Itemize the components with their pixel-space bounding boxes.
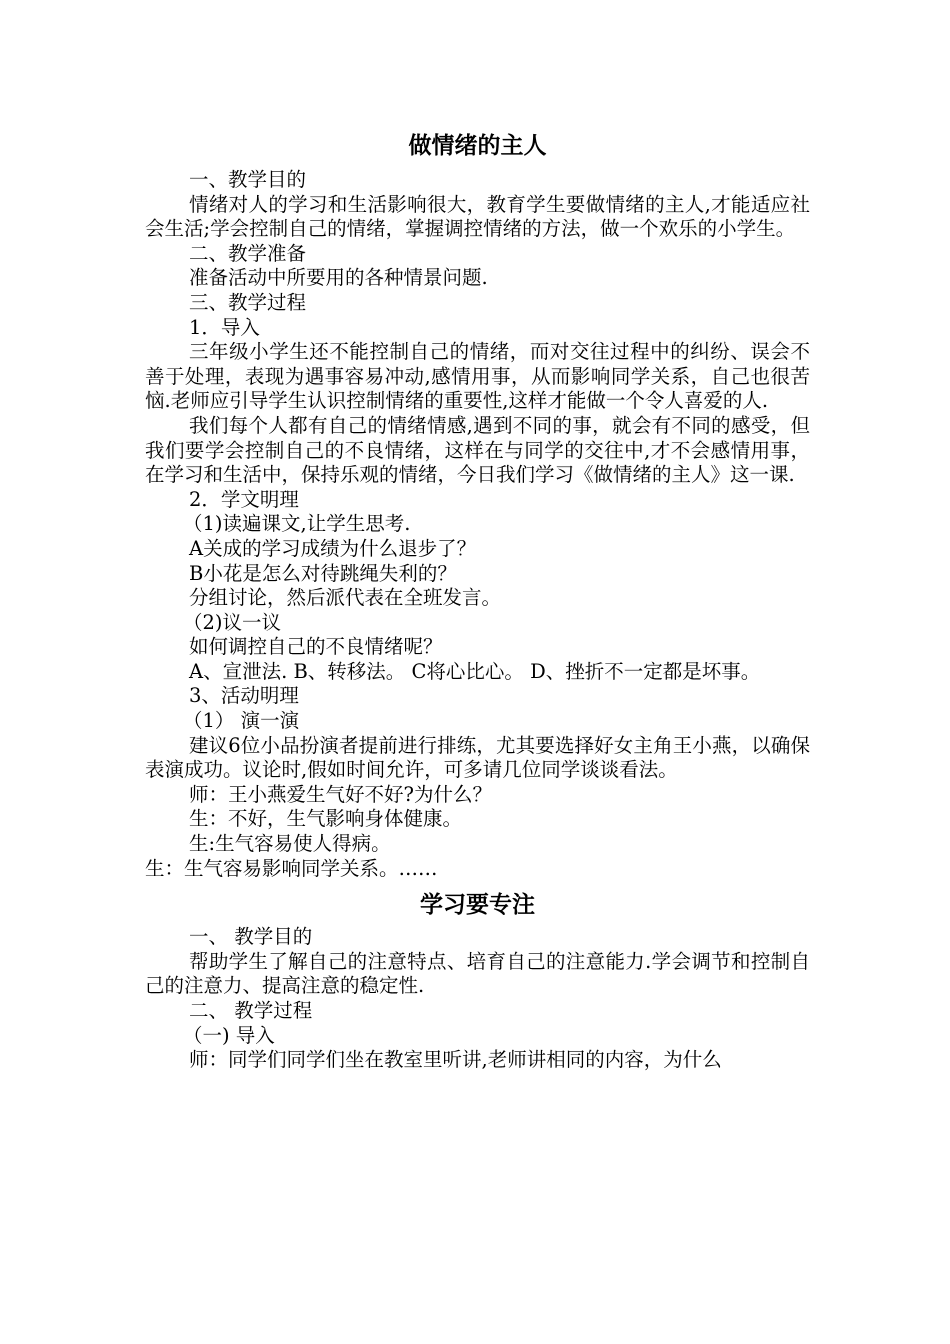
s1-study-item-2: （2)议一议 bbox=[183, 610, 282, 634]
section1-title: 做情绪的主人 bbox=[408, 133, 547, 159]
s2-heading-purpose: 一、 教学目的 bbox=[189, 925, 313, 949]
s2-intro-text: 师：同学们同学们坐在教室里听讲,老师讲相同的内容，为什么 bbox=[189, 1048, 722, 1072]
s1-intro-text-2: 我们每个人都有自己的情绪情感,遇到不同的事，就会有不同的感受，但我们要学会控制自己的不良情绪，这样在与同学的交往中,才不会感情用事，在学习和生活中，保持乐观的情绪，今日我们学习《做情绪的主人》这一课. bbox=[145, 413, 810, 487]
s1-study-item-1: （1)读遍课文,让学生思考. bbox=[183, 512, 411, 536]
s1-question-a: A关成的学习成绩为什么退步了？ bbox=[189, 536, 477, 560]
section2-title: 学习要专注 bbox=[420, 892, 535, 919]
s1-purpose-text: 情绪对人的学习和生活影响很大，教育学生要做情绪的主人,才能适应社会生活;学会控制自己的情绪，掌握调控情绪的方法，做一个欢乐的小学生。 bbox=[145, 192, 810, 241]
s1-discussion-text: 分组讨论，然后派代表在全班发言。 bbox=[189, 586, 502, 610]
s1-question-b: B小花是怎么对待跳绳失利的？ bbox=[189, 561, 457, 585]
document-page bbox=[145, 130, 810, 1073]
s1-subheading-study: 2．学文明理 bbox=[189, 487, 299, 511]
s1-methods-list: A、宣泄法. B、转移法。 C将心比心。 D、挫折不一定都是坏事。 bbox=[189, 659, 761, 683]
s1-intro-text-1: 三年级小学生还不能控制自己的情绪，而对交往过程中的纠纷、误会不善于处理，表现为遇事容易冲动,感情用事，从而影响同学关系，自己也很苦恼.老师应引导学生认识控制情绪的重要性,这样才能做一个令人喜爱的人. bbox=[145, 340, 810, 413]
s1-subheading-activity: 3、活动明理 bbox=[189, 684, 299, 708]
s1-activity-text: 建议6位小品扮演者提前进行排练，尤其要选择好女主角王小燕，以确保表演成功。议论时,假如时间允许，可多请几位同学谈谈看法。 bbox=[145, 733, 810, 782]
s2-heading-process: 二、 教学过程 bbox=[189, 999, 313, 1022]
s1-question-control: 如何调控自己的不良情绪呢？ bbox=[189, 635, 443, 659]
s1-heading-preparation: 二、教学准备 bbox=[189, 241, 307, 265]
s1-dialog-student-1: 生：不好，生气影响身体健康。 bbox=[189, 807, 463, 831]
s1-heading-process: 三、教学过程 bbox=[189, 290, 307, 314]
s1-heading-purpose: 一、教学目的 bbox=[189, 168, 307, 191]
s1-dialog-teacher: 师：王小燕爱生气好不好?为什么？ bbox=[189, 782, 492, 806]
s1-activity-item-1: （1） 演一演 bbox=[183, 709, 300, 733]
s1-dialog-student-2: 生:生气容易使人得病。 bbox=[189, 832, 391, 856]
s2-subheading-intro: （一) 导入 bbox=[183, 1023, 275, 1047]
s1-subheading-intro: 1．导入 bbox=[189, 315, 260, 339]
s1-dialog-student-3: 生：生气容易影响同学关系。…… bbox=[145, 856, 438, 880]
s1-preparation-text: 准备活动中所要用的各种情景问题. bbox=[189, 266, 488, 290]
s2-purpose-text: 帮助学生了解自己的注意特点、培育自己的注意能力.学会调节和控制自己的注意力、提高注意的稳定性. bbox=[145, 949, 810, 998]
